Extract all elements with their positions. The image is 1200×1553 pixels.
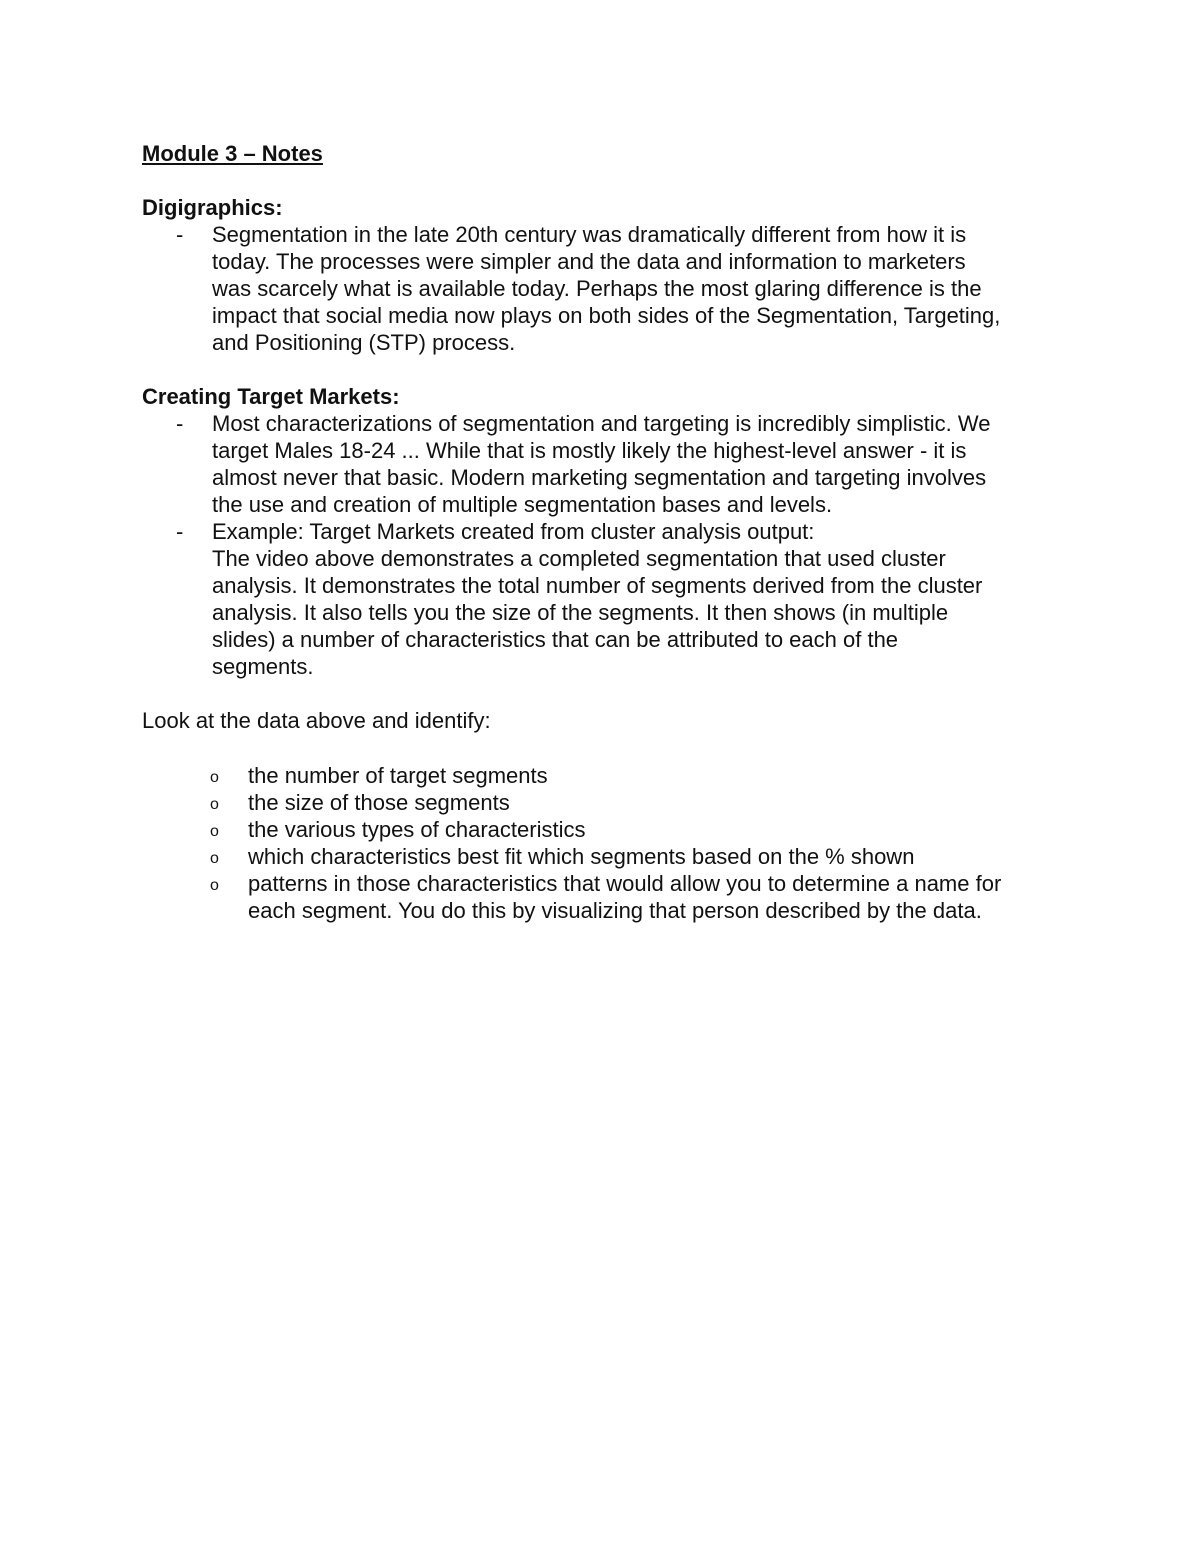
section-heading-creating-target-markets: Creating Target Markets:	[142, 384, 400, 409]
spacer	[142, 356, 1082, 383]
list-item	[142, 221, 1082, 356]
text-line: slides) a number of characteristics that can be attributed to each of the	[212, 627, 899, 652]
text-line: was scarcely what is available today. Perhaps the most glaring difference is the	[212, 276, 982, 301]
text-line: each segment. You do this by visualizing that person described by the data.	[248, 898, 982, 923]
circle-bullet-marker: o	[210, 796, 219, 813]
list-item	[142, 843, 1082, 870]
list-item	[142, 816, 1082, 843]
text-line: and Positioning (STP) process.	[212, 330, 516, 355]
bullet-list	[142, 221, 1082, 356]
circle-bullet-marker: o	[210, 823, 219, 840]
text-line: the various types of characteristics	[248, 817, 586, 842]
text-line: Segmentation in the late 20th century was dramatically different from how it is	[212, 222, 967, 247]
text-line: today. The processes were simpler and the data and information to marketers	[212, 249, 966, 274]
circle-bullet-marker: o	[210, 769, 219, 786]
text-line: the number of target segments	[248, 763, 548, 788]
text-line: Example: Target Markets created from cluster analysis output:	[212, 519, 815, 544]
list-item	[142, 870, 1082, 924]
identify-list	[142, 762, 1082, 924]
document-title: Module 3 – Notes	[142, 141, 323, 166]
text-line: analysis. It demonstrates the total number of segments derived from the cluster	[212, 573, 983, 598]
text-line: Most characterizations of segmentation and targeting is incredibly simplistic. We	[212, 411, 991, 436]
circle-bullet-marker: o	[210, 877, 219, 894]
identify-prompt: Look at the data above and identify:	[142, 708, 491, 733]
dash-bullet-marker: -	[176, 411, 184, 436]
text-line: which characteristics best fit which segments based on the % shown	[248, 844, 915, 869]
circle-bullet-marker: o	[210, 850, 219, 867]
list-item	[142, 410, 1082, 518]
spacer	[142, 680, 1082, 707]
bullet-list	[142, 410, 1082, 680]
list-item	[142, 762, 1082, 789]
text-line: impact that social media now plays on both sides of the Segmentation, Targeting,	[212, 303, 1001, 328]
document-page	[142, 140, 1082, 924]
text-line: segments.	[212, 654, 314, 679]
dash-bullet-marker: -	[176, 222, 184, 247]
list-item	[142, 518, 1082, 680]
list-item	[142, 789, 1082, 816]
text-line: patterns in those characteristics that would allow you to determine a name for	[248, 871, 1002, 896]
text-line: the use and creation of multiple segmentation bases and levels.	[212, 492, 833, 517]
text-line: The video above demonstrates a completed segmentation that used cluster	[212, 546, 946, 571]
section-heading-digigraphics: Digigraphics:	[142, 195, 283, 220]
text-line: analysis. It also tells you the size of the segments. It then shows (in multiple	[212, 600, 949, 625]
text-line: target Males 18-24 ... While that is mostly likely the highest-level answer - it is	[212, 438, 967, 463]
text-line: the size of those segments	[248, 790, 510, 815]
dash-bullet-marker: -	[176, 519, 184, 544]
text-line: almost never that basic. Modern marketing segmentation and targeting involves	[212, 465, 987, 490]
